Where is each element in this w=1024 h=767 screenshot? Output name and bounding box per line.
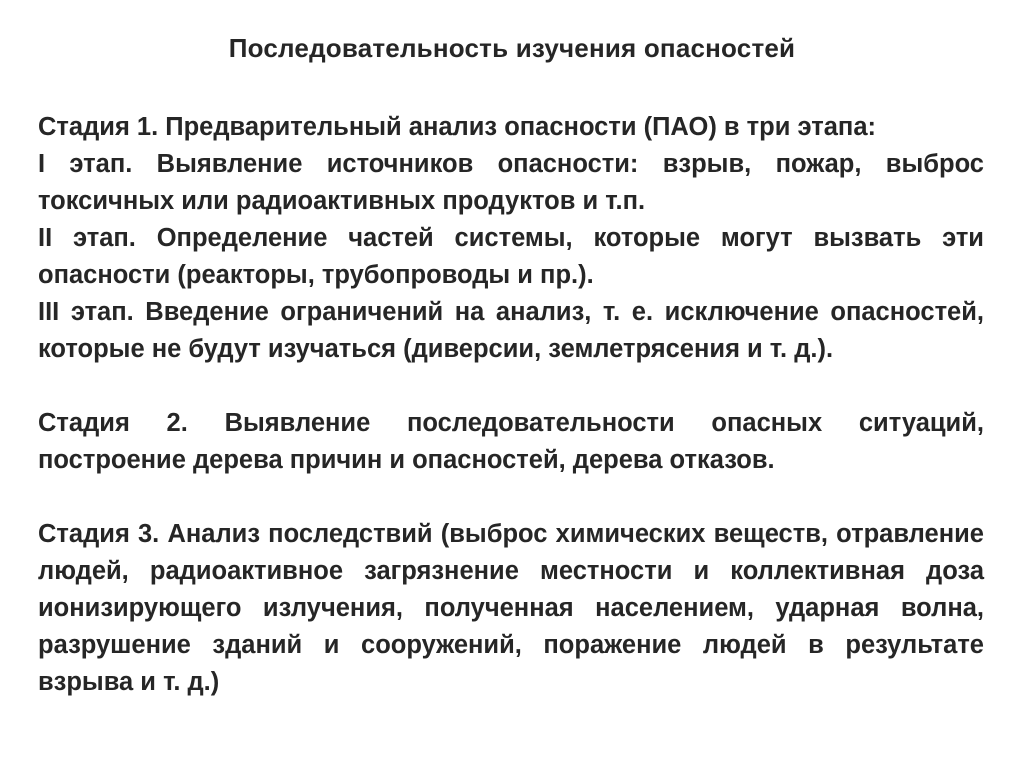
stage-1-step-3: III этап. Введение ограничений на анализ, т. е. исключение опасностей, которые не будут изучаться (диверсии, землетрясения и т. д.). xyxy=(38,298,984,363)
stage-2-paragraph: Стадия 2. Выявление последовательности опасных ситуаций, построение дерева причин и опасностей, дерева отказов. xyxy=(38,409,984,474)
paragraph-spacer xyxy=(38,368,984,405)
slide-body xyxy=(38,109,984,701)
stage-1-step-1: I этап. Выявление источников опасности: взрыв, пожар, выброс токсичных или радиоактивных продуктов и т.п. xyxy=(38,150,984,215)
stage-1-heading: Стадия 1. Предварительный анализ опасности (ПАО) в три этапа: xyxy=(38,113,877,141)
slide-title: Последовательность изучения опасностей xyxy=(228,33,796,63)
stage-3-paragraph: Стадия 3. Анализ последствий (выброс химических веществ, отравление людей, радиоактивное загрязнение местности и коллективная доза ионизирующего излучения, полученная населением, ударная волна, разрушение зданий и сооружений, поражение людей в результате взрыва и т. д.) xyxy=(38,520,984,696)
paragraph-spacer xyxy=(38,479,984,516)
stage-1-step-2: II этап. Определение частей системы, которые могут вызвать эти опасности (реакторы, трубопроводы и пр.). xyxy=(38,224,984,289)
